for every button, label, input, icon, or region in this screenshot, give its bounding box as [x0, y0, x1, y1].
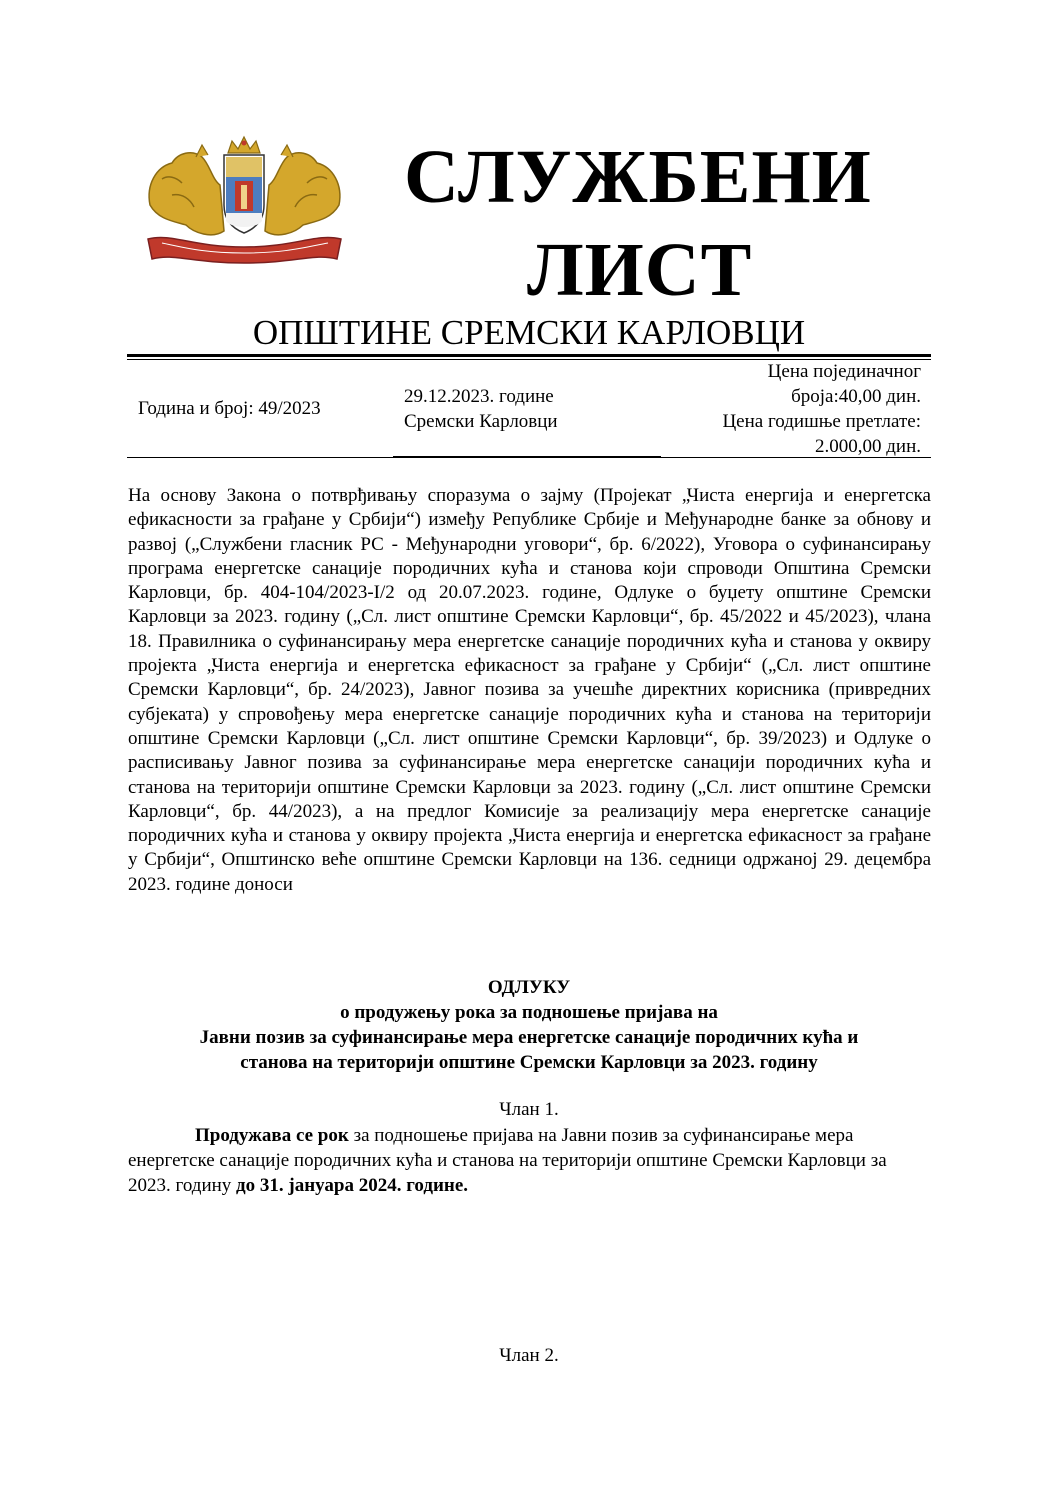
article-2-title: Члан 2. — [499, 1345, 559, 1366]
issue-number: Година и број: 49/2023 — [138, 398, 321, 419]
article-1-text: за подношење пријава на Јавни позив за суфинансирање мера енергетске санације породичних кућа и станова на територији општине Сремски Карловци за 2023. годину — [128, 1125, 887, 1196]
decision-title: ОДЛУКУ — [487, 977, 571, 998]
preamble-paragraph: На основу Закона о потврђивању споразума о зајму (Пројекат „Чиста енергија и енергетска ефикасности за грађане у Србији“) између Републике Србије и Међународне банке за обнову и развој („Службени гласник РС - Међународни уговори“, бр. 6/2022), Уговора о суфинансирању програма енергетске санације породичних кућа и станова који спроводи Општина Сремски Карловци, бр. 404-104/2023-I/2 од 20.07.2023. године, Одлуке о буџету општине Сремски Карловци за 2023. годину („Сл. лист општине Сремски Карловци“, бр. 45/2022 и 45/2023), члана 18. Правилника о суфинансирању мера енергетске санације породичних кућа и станова у оквиру пројекта „Чиста енергија и енергетска ефикасност за грађане у Србији“ („Сл. лист општине Сремски Карловци“, бр. 24/2023), Јавног позива за учешће директних корисника (привредних субјеката) у спровођењу мера енергетске санације породичних кућа и станова на територији општине Сремски Карловци („Сл. лист општине Сремски Карловци“, бр. 39/2023) и Одлуке о расписивању Јавног позива за суфинансирање мера енергетске санацији породичних кућа и станова на територији општине Сремски Карловци за 2023. годину („Сл. лист општине Сремски Карловци“, бр. 44/2023), а на предлог Комисије за реализацију мера енергетске санације породичних кућа и станова у оквиру пројекта „Чиста енергија и енергетска ефикасност за грађане у Србији“, Општинско веће општине Сремски Карловци на 136. седници одржаној 29. децембра 2023. године доноси — [128, 485, 931, 895]
article-1-body — [128, 1123, 931, 1198]
decision-subtitle-line1: о продужењу рока за подношење пријава на — [340, 1002, 718, 1023]
decision-heading — [0, 975, 1058, 1075]
header-divider-thick — [127, 354, 931, 357]
decision-subtitle-line2: Јавни позив за суфинансирање мера енергетске санације породичних кућа и — [199, 1027, 859, 1048]
issue-date-place — [404, 384, 558, 434]
masthead-subtitle: ОПШТИНЕ СРЕМСКИ КАРЛОВЦИ — [252, 313, 806, 352]
issue-prices — [722, 359, 921, 459]
price-single-line1: Цена појединачног — [767, 361, 921, 382]
info-divider-accent — [393, 456, 661, 458]
article-1-bold-start: Продужава се рок — [195, 1125, 349, 1146]
issue-date: 29.12.2023. године — [404, 386, 554, 407]
price-annual-line2: 2.000,00 дин. — [814, 436, 921, 457]
issue-place: Сремски Карловци — [404, 411, 558, 432]
price-annual-line1: Цена годишње претлате: — [722, 411, 921, 432]
decision-subtitle-line3: станова на територији општине Сремски Карловци за 2023. годину — [240, 1052, 818, 1073]
masthead-title-line2: ЛИСТ — [527, 228, 753, 312]
article-1-title: Члан 1. — [499, 1099, 559, 1120]
masthead-title-line1: СЛУЖБЕНИ — [404, 135, 872, 219]
article-1-deadline: до 31. јануара 2024. године. — [236, 1175, 469, 1196]
coat-of-arms-icon — [142, 135, 347, 267]
price-single-line2: броја:40,00 дин. — [791, 386, 921, 407]
